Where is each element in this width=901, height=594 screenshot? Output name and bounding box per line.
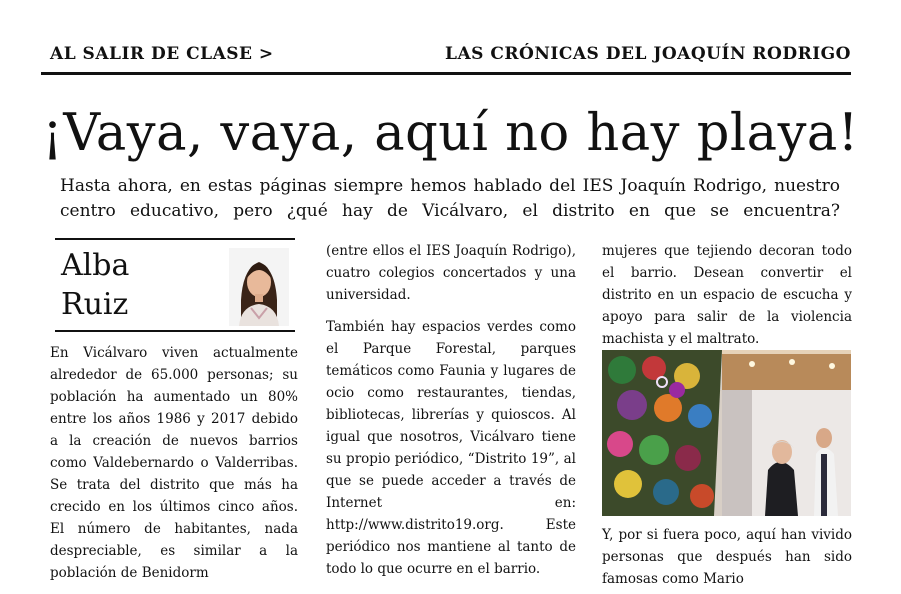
author-name <box>61 246 171 324</box>
byline <box>55 238 295 332</box>
column-1 <box>50 342 298 594</box>
author-photo <box>229 248 289 326</box>
paragraph: En Vicálvaro viven actualmente alrededor de 65.000 personas; su población ha aumentado un 80% entre los años 1986 y 2017 debido a la creación de nuevos barrios como Valdebernardo o Valderribas. Se trata del distrito que más ha crecido en los últimos cinco años. El número de habitantes, nada despreciable, es similar a la población de Benidorm <box>50 345 298 581</box>
section-label: AL SALIR DE CLASE > <box>50 44 274 64</box>
paragraph: (entre ellos el IES Joaquín Rodrigo), cuatro colegios concertados y una universidad. <box>326 243 576 303</box>
page-header <box>50 44 851 68</box>
headline: ¡Vaya, vaya, aquí no hay playa! <box>42 104 859 163</box>
column-3 <box>602 240 852 587</box>
paragraph: Y, por si fuera poco, aquí han vivido personas que después han sido famosas como Mario <box>602 527 852 587</box>
author-last-name: Ruiz <box>61 287 129 322</box>
paragraph: También hay espacios verdes como el Parque Forestal, parques temáticos como Faunia y lugares de ocio como restaurantes, tiendas, bibliotecas, librerías y quioscos. Al igual que nosotros, Vicálvaro tiene su propio periódico, “Distrito 19”, al que se puede acceder a través de Internet en: http://www.distrito19.org. Este periódico nos mantiene al tanto de todo lo que ocurre en el barrio. <box>326 319 576 577</box>
column-2 <box>326 240 576 590</box>
author-first-name: Alba <box>61 248 130 283</box>
knitted-mural-photo <box>602 350 851 516</box>
newspaper-name: LAS CRÓNICAS DEL JOAQUÍN RODRIGO <box>445 44 851 64</box>
lead-paragraph: Hasta ahora, en estas páginas siempre hemos hablado del IES Joaquín Rodrigo, nuestro centro educativo, pero ¿qué hay de Vicálvaro, el distrito en que se encuentra? <box>60 176 840 221</box>
header-rule <box>41 72 851 75</box>
paragraph: mujeres que tejiendo decoran todo el barrio. Desean convertir el distrito en un espacio de escucha y apoyo para salir de la violencia machista y el maltrato. <box>602 243 852 347</box>
